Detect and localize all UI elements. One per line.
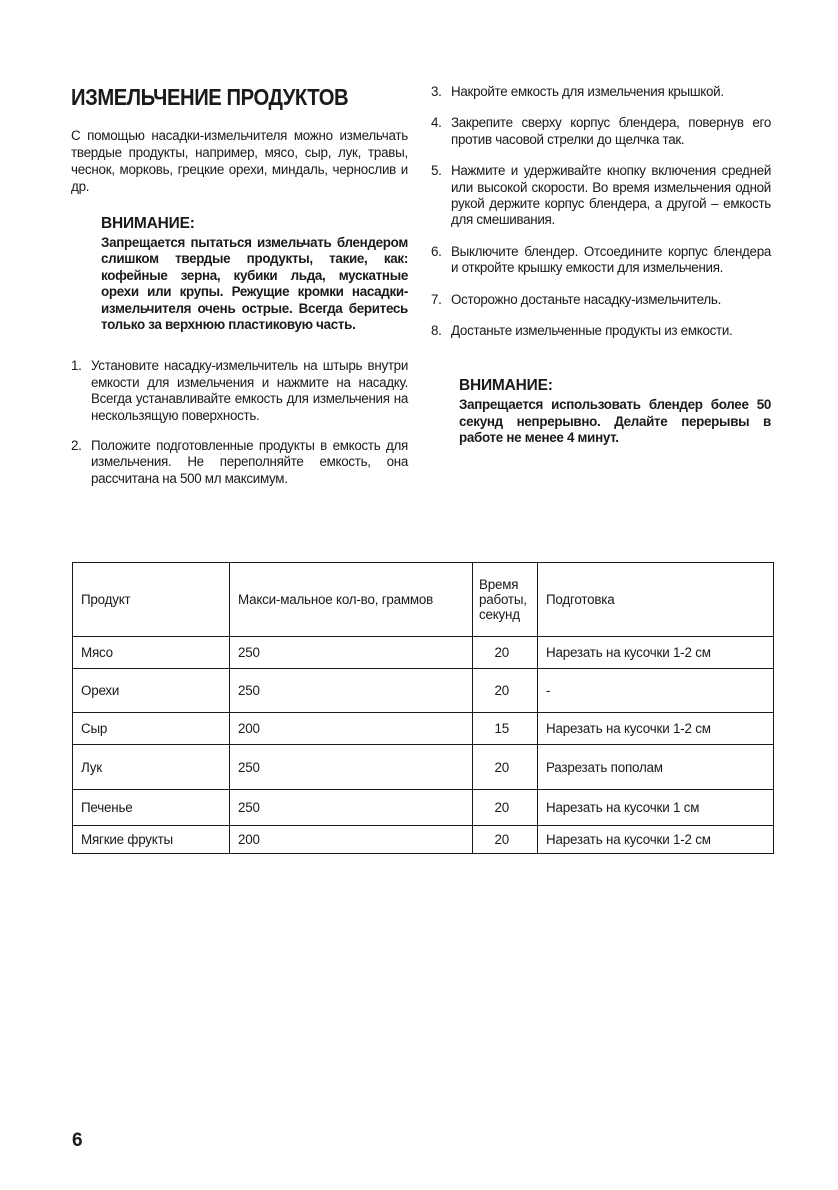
cell-quantity: 200 <box>230 713 473 745</box>
warning-title: ВНИМАНИЕ: <box>459 377 553 395</box>
step-item <box>431 115 771 148</box>
table-row <box>73 713 774 745</box>
table-row <box>73 790 774 826</box>
steps-list-left <box>71 358 408 487</box>
cell-preparation: Нарезать на кусочки 1-2 см <box>538 637 774 669</box>
header-product: Продукт <box>73 563 230 637</box>
cell-quantity: 250 <box>230 790 473 826</box>
steps-list-right <box>431 84 771 339</box>
table-header-row <box>73 563 774 637</box>
cell-preparation: - <box>538 669 774 713</box>
cell-time: 20 <box>473 669 538 713</box>
step-item <box>431 244 771 277</box>
header-preparation: Подготовка <box>538 563 774 637</box>
cell-product: Сыр <box>73 713 230 745</box>
cell-time: 20 <box>473 790 538 826</box>
cell-quantity: 250 <box>230 637 473 669</box>
step-item <box>71 438 408 487</box>
step-number: 5. <box>431 163 442 179</box>
step-item <box>431 323 771 339</box>
left-column <box>71 84 408 501</box>
cell-product: Мягкие фрукты <box>73 826 230 854</box>
cell-quantity: 200 <box>230 826 473 854</box>
cell-time: 20 <box>473 745 538 790</box>
table-row <box>73 745 774 790</box>
cell-preparation: Нарезать на кусочки 1 см <box>538 790 774 826</box>
cell-preparation: Нарезать на кусочки 1-2 см <box>538 713 774 745</box>
table-row <box>73 637 774 669</box>
warning-title: ВНИМАНИЕ: <box>101 215 195 232</box>
warning-block-2 <box>459 377 771 446</box>
step-text: Достаньте измельченные продукты из емкости. <box>451 323 733 339</box>
step-text: Установите насадку-измельчитель на штырь внутри емкости для измельчения и нажмите на насадку. Всегда устанавливайте емкость для измельчения на нескользящую поверхность. <box>91 358 408 423</box>
step-number: 2. <box>71 438 82 454</box>
step-text: Выключите блендер. Отсоедините корпус блендера и откройте крышку емкости для измельчения. <box>451 243 771 276</box>
step-number: 7. <box>431 291 442 307</box>
cell-time: 20 <box>473 826 538 854</box>
step-number: 6. <box>431 243 442 259</box>
cell-product: Мясо <box>73 637 230 669</box>
table-row <box>73 669 774 713</box>
page-title: ИЗМЕЛЬЧЕНИЕ ПРОДУКТОВ <box>71 84 349 110</box>
step-number: 1. <box>71 358 82 374</box>
right-column <box>431 84 771 447</box>
step-text: Нажмите и удерживайте кнопку включения средней или высокой скорости. Во время измельчения одной рукой держите корпус блендера, а другой – емкость для смешивания. <box>451 163 771 228</box>
step-number: 8. <box>431 323 442 339</box>
step-number: 3. <box>431 84 442 99</box>
warning-text: Запрещается использовать блендер более 50 секунд непрерывно. Делайте перерывы в работе не менее 4 минут. <box>459 397 771 446</box>
step-text: Закрепите сверху корпус блендера, повернув его против часовой стрелки до щелчка так. <box>451 115 771 147</box>
step-item <box>71 358 408 424</box>
step-item <box>431 84 771 100</box>
header-max-quantity: Макси-мальное кол-во, граммов <box>230 563 473 637</box>
cell-time: 20 <box>473 637 538 669</box>
page-number: 6 <box>72 1130 83 1151</box>
cell-quantity: 250 <box>230 745 473 790</box>
step-text: Положите подготовленные продукты в емкость для измельчения. Не переполняйте емкость, она рассчитана на 500 мл максимум. <box>91 438 408 486</box>
products-table <box>72 562 774 854</box>
step-text: Осторожно достаньте насадку-измельчитель. <box>451 291 721 307</box>
header-time: Время работы, секунд <box>473 563 538 637</box>
cell-product: Орехи <box>73 669 230 713</box>
step-number: 4. <box>431 115 442 131</box>
cell-preparation: Нарезать на кусочки 1-2 см <box>538 826 774 854</box>
cell-product: Лук <box>73 745 230 790</box>
step-item <box>431 292 771 308</box>
cell-time: 15 <box>473 713 538 745</box>
intro-paragraph: С помощью насадки-измельчителя можно измельчать твердые продукты, например, мясо, сыр, лук, травы, чеснок, морковь, грецкие орехи, миндаль, чернослив и др. <box>71 128 408 194</box>
warning-block <box>101 215 408 333</box>
cell-product: Печенье <box>73 790 230 826</box>
warning-text: Запрещается пытаться измельчать блендером слишком твердые продукты, такие, как: кофейные зерна, кубики льда, мускатные орехи или крупы. Режущие кромки насадки-измельчителя очень острые. Всегда беритесь только за верхнюю пластиковую часть. <box>101 235 408 333</box>
cell-quantity: 250 <box>230 669 473 713</box>
step-text: Накройте емкость для измельчения крышкой. <box>451 84 724 99</box>
step-item <box>431 163 771 229</box>
cell-preparation: Разрезать пополам <box>538 745 774 790</box>
table-row <box>73 826 774 854</box>
